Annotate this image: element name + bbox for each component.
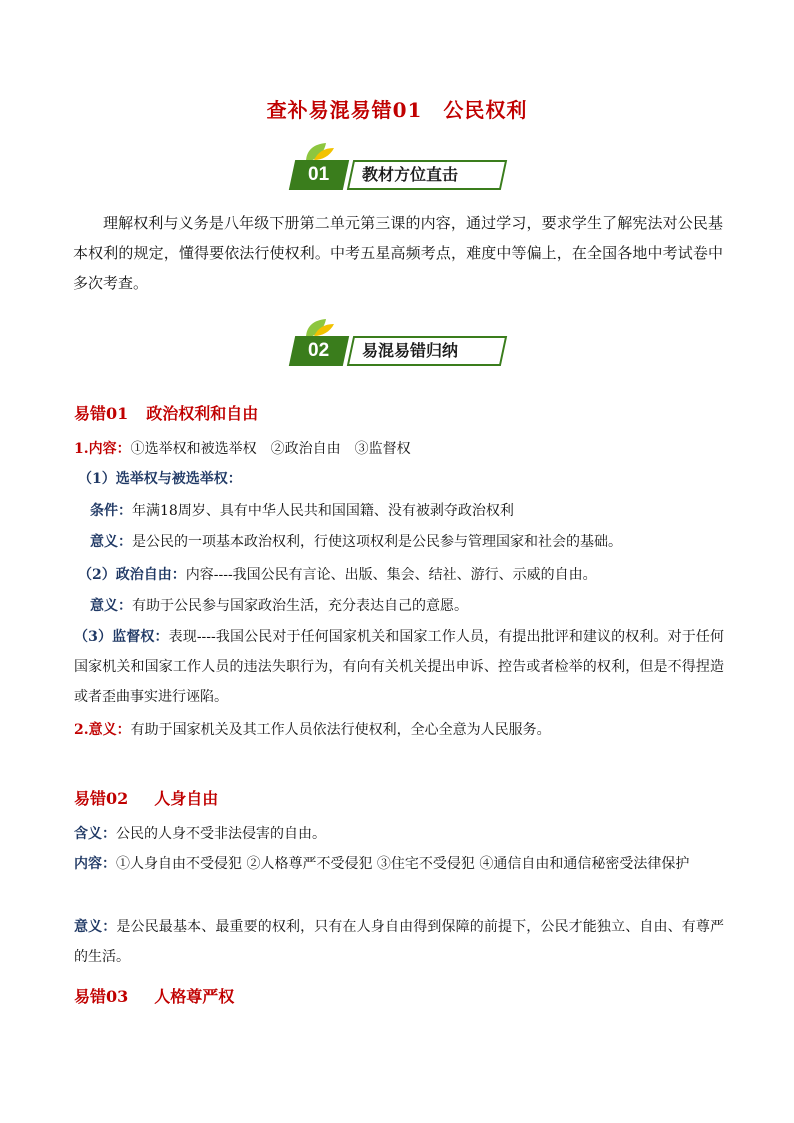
content-line: 1.内容：①选举权和被选举权 ②政治自由 ③监督权: [74, 441, 411, 457]
heading-number: 易错03: [74, 987, 129, 1006]
heading-number: 易错02: [74, 789, 129, 808]
section-banner-1: [292, 146, 502, 190]
heading-number: 易错01: [74, 404, 129, 423]
meaning-line-3: 2.意义：有助于国家机关及其工作人员依法行使权利，全心全意为人民服务。: [74, 722, 551, 738]
heading-text: 政治权利和自由: [146, 404, 259, 423]
section-number: 01: [289, 160, 349, 190]
meaning-paragraph: 意义：是公民最基本、最重要的权利，只有在人身自由得到保障的前提下，公民才能独立、自由、有尊严的生活。: [74, 919, 725, 965]
intro-paragraph: 理解权利与义务是八年级下册第二单元第三课的内容，通过学习，要求学生了解宪法对公民基本权利的规定，懂得要依法行使权利。中考五星高频考点，难度中等偏上，在全国各地中考试卷中多次考查。: [73, 214, 723, 292]
subheading-election: （1）选举权与被选举权：: [78, 471, 242, 487]
heading-text: 人格尊严权: [154, 987, 235, 1006]
error-heading-3: [74, 984, 234, 1007]
heading-text: 人身自由: [154, 789, 219, 808]
content-paragraph: 内容：①人身自由不受侵犯 ②人格尊严不受侵犯 ③住宅不受侵犯 ④通信自由和通信秘密受法律保护: [74, 856, 690, 872]
section-label: 教材方位直击: [347, 160, 507, 190]
meaning-line-1: 意义：是公民的一项基本政治权利，行使这项权利是公民参与管理国家和社会的基础。: [90, 534, 622, 550]
supervision-paragraph: （3）监督权：表现----我国公民对于任何国家机关和国家工作人员，有提出批评和建议的权利。对于任何国家机关和国家工作人员的违法失职行为，有向有关机关提出申诉、控告或者检举的权利，但是不得捏造或者歪曲事实进行诬陷。: [74, 629, 724, 705]
error-heading-1: [74, 401, 258, 424]
meaning-line-2: 意义：有助于公民参与国家政治生活，充分表达自己的意愿。: [90, 598, 468, 614]
political-freedom-line: （2）政治自由：内容----我国公民有言论、出版、集会、结社、游行、示威的自由。: [78, 567, 597, 583]
section-number: 02: [289, 336, 349, 366]
section-banner-2: [292, 322, 502, 366]
error-heading-2: [74, 786, 218, 809]
condition-line: 条件：年满18周岁、具有中华人民共和国国籍、没有被剥夺政治权利: [90, 503, 514, 519]
section-label: 易混易错归纳: [347, 336, 507, 366]
definition-line: 含义：公民的人身不受非法侵害的自由。: [74, 826, 326, 842]
page-title: 查补易混易错01 公民权利: [266, 98, 528, 122]
